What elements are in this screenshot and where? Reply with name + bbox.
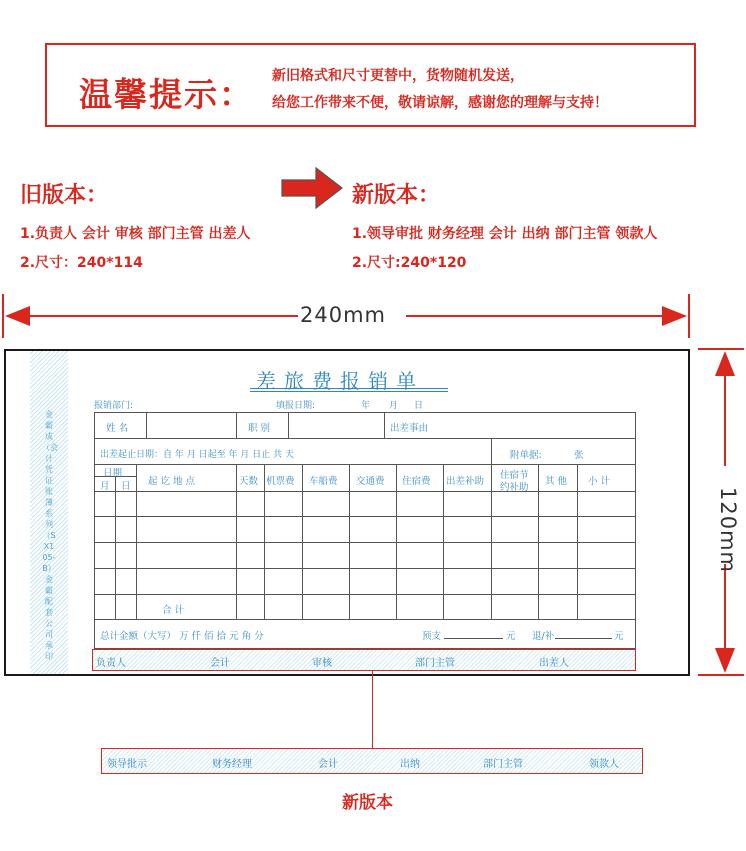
attachments-label: 附单据:: [510, 450, 542, 461]
old-version-item-1: 1.负责人 会计 审核 部门主管 出差人: [20, 226, 251, 242]
fill-date-year: 年: [361, 401, 371, 411]
sig-old-accountant: 会计: [210, 658, 230, 669]
old-version-title: 旧版本：: [20, 183, 109, 208]
col-transport: 交通费: [356, 476, 385, 487]
position-label: 职 别: [248, 423, 271, 434]
col-lodging-saving-1: 住宿节: [500, 470, 529, 481]
dept-label: 报销部门:: [94, 401, 134, 411]
amount-words-line: 总计金额（大写） 万 仟 佰 拾 元 角 分: [100, 631, 264, 642]
sig-new-dept-head: 部门主管: [483, 759, 523, 770]
col-other: 其 他: [545, 476, 568, 487]
sig-old-responsible: 负责人: [96, 658, 126, 669]
new-version-item-2: 2.尺寸:240*120: [352, 255, 467, 271]
new-version-item-1: 1.领导审批 财务经理 会计 出纳 部门主管 领款人: [352, 226, 658, 242]
new-signature-bar: [101, 748, 643, 774]
total-row-label: 合 计: [162, 605, 185, 616]
trip-reason-label: 出差事由: [390, 423, 429, 434]
trip-dates-label: 出差起止日期：自 年 月 日起至 年 月 日止 共 天: [100, 450, 294, 460]
col-month: 月: [100, 481, 110, 492]
sig-new-finance-manager: 财务经理: [212, 759, 252, 770]
attachments-unit: 张: [574, 450, 584, 461]
col-subtotal: 小 计: [588, 476, 611, 487]
right-arrow-icon: [280, 166, 344, 210]
new-version-caption: 新版本: [342, 793, 393, 813]
old-signature-bar: [92, 649, 636, 671]
fill-date-month: 月: [389, 401, 399, 411]
sig-new-leader: 领导批示: [107, 759, 147, 770]
col-allowance: 出差补助: [446, 476, 485, 487]
notice-title: 温馨提示：: [79, 75, 254, 114]
connector-line: [372, 670, 373, 748]
refund-label: 退/补: [532, 631, 555, 642]
notice-line-1: 新旧格式和尺寸更替中，货物随机发送，: [272, 68, 524, 84]
fill-date-day: 日: [414, 401, 424, 411]
height-label: 120mm: [716, 487, 740, 573]
width-label: 240mm: [300, 303, 386, 327]
sig-new-cashier: 出纳: [400, 759, 420, 770]
col-day: 日: [121, 481, 131, 492]
form-side-text: 金霸成（会计凭证账簿系列（SX105-B）金霸配套公司承印: [42, 410, 58, 661]
advance-label: 预支: [422, 631, 442, 642]
sig-old-dept-head: 部门主管: [415, 658, 455, 669]
refund-unit: 元: [614, 631, 624, 642]
col-lodging: 住宿费: [402, 476, 431, 487]
notice-box: [45, 43, 696, 127]
old-version-item-2: 2.尺寸：240*114: [20, 255, 143, 271]
notice-line-2: 给您工作带来不便，敬请谅解，感谢您的理解与支持！: [272, 95, 608, 111]
sig-new-accountant: 会计: [318, 759, 338, 770]
col-boat-fare: 车船费: [309, 476, 338, 487]
expense-form: [4, 349, 690, 676]
form-title: 差旅费报销单: [256, 369, 424, 393]
col-place: 起 讫 地 点: [148, 476, 196, 487]
advance-unit: 元: [506, 631, 516, 642]
col-air-fare: 机票费: [266, 476, 295, 487]
col-date: 日期: [103, 468, 123, 479]
name-label: 姓 名: [106, 423, 129, 434]
col-lodging-saving-2: 约补助: [500, 482, 529, 493]
new-version-title: 新版本：: [352, 183, 441, 208]
sig-old-auditor: 审核: [312, 658, 332, 669]
fill-date-label: 填报日期:: [276, 401, 316, 411]
col-days: 天数: [239, 476, 259, 487]
sig-new-receiver: 领款人: [589, 759, 619, 770]
sig-old-traveler: 出差人: [539, 658, 569, 669]
